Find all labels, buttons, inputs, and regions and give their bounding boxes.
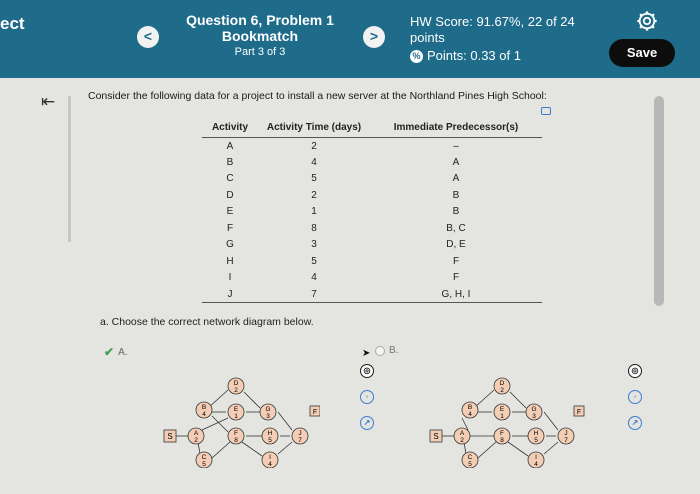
top-bar (0, 0, 700, 78)
node-i-label: I (269, 454, 271, 461)
node-c-time: 5 (202, 461, 206, 468)
zoom-icon[interactable]: ◎ (628, 364, 642, 378)
table-row (202, 187, 542, 204)
finish-label: F (576, 409, 582, 416)
node-j-label: J (298, 430, 302, 437)
table-row (202, 270, 542, 287)
table-row (202, 286, 542, 303)
cell-time: 5 (311, 173, 317, 185)
table-row (202, 253, 542, 270)
cell-activity: B (226, 156, 234, 168)
cell-activity: F (226, 222, 234, 234)
cell-activity: C (226, 173, 234, 185)
magnify-icon[interactable]: ◦ (360, 390, 374, 404)
node-g-label: G (265, 406, 271, 413)
node-c-time: 5 (468, 461, 472, 468)
cell-activity: J (202, 286, 258, 303)
network-diagram-b[interactable] (426, 372, 586, 468)
node-f-time: 8 (500, 437, 504, 444)
node-g-time: 3 (532, 413, 536, 420)
node-d-time: 2 (500, 387, 504, 394)
option-a[interactable] (104, 345, 128, 359)
save-button[interactable]: Save (609, 39, 675, 67)
hw-score-line1: HW Score: 91.67%, 22 of 24 (410, 14, 575, 29)
project-data-table (202, 120, 542, 303)
cell-predecessor: B (452, 189, 460, 201)
left-accent-bar (68, 96, 71, 242)
cell-activity: G (226, 239, 234, 251)
node-i-label: I (535, 454, 537, 461)
collapse-sidebar-icon[interactable]: ⇤ (41, 92, 56, 111)
option-b-label: B. (389, 345, 399, 356)
node-h-label: H (533, 430, 539, 437)
header-activity: Activity (202, 120, 258, 138)
node-f-label: F (234, 430, 238, 437)
option-b[interactable] (375, 345, 398, 356)
node-c-label: C (201, 454, 207, 461)
score-block (410, 14, 575, 64)
node-h-label: H (267, 430, 273, 437)
node-a-label: A (459, 430, 465, 437)
cell-predecessor: A (452, 173, 460, 185)
vertical-scrollbar[interactable] (654, 96, 664, 306)
node-f-time: 8 (234, 437, 238, 444)
cell-predecessor: A (452, 156, 460, 168)
node-h-time: 5 (268, 437, 272, 444)
option-b-radio[interactable] (375, 346, 385, 356)
cell-time: 4 (311, 156, 317, 168)
cell-predecessor: – (453, 140, 459, 152)
cell-time: 1 (311, 206, 317, 218)
cell-predecessor: F (452, 272, 460, 284)
partial-credit-icon: % (410, 50, 423, 63)
cell-activity: E (226, 206, 234, 218)
question-title: Question 6, Problem 1 (186, 12, 334, 28)
node-d-label: D (233, 380, 239, 387)
cell-predecessor: G, H, I (370, 286, 542, 303)
node-f-label: F (500, 430, 504, 437)
node-j-time: 7 (298, 437, 302, 444)
node-e-time: 1 (500, 413, 504, 420)
table-row (202, 204, 542, 221)
cell-predecessor: F (452, 255, 460, 267)
node-e-label: E (499, 406, 505, 413)
previous-question-button[interactable]: < (137, 26, 159, 48)
settings-gear-icon[interactable] (636, 10, 658, 32)
node-i-time: 4 (534, 461, 538, 468)
cell-predecessor: D, E (446, 239, 466, 251)
table-row (202, 171, 542, 188)
node-e-time: 1 (234, 413, 238, 420)
option-b-tools (628, 364, 644, 442)
node-b-label: B (467, 404, 473, 411)
cell-time: 2 (311, 189, 317, 201)
hw-score-line2: points (410, 30, 445, 45)
node-b-label: B (201, 404, 207, 411)
cell-time: 5 (311, 255, 317, 267)
zoom-icon[interactable]: ◎ (360, 364, 374, 378)
copy-data-icon[interactable] (541, 107, 551, 115)
node-d-label: D (499, 380, 505, 387)
node-g-time: 3 (266, 413, 270, 420)
question-subtitle: Bookmatch (221, 28, 299, 44)
table-row (202, 220, 542, 237)
node-j-time: 7 (564, 437, 568, 444)
table-row (202, 154, 542, 171)
cell-activity: A (226, 140, 234, 152)
cell-activity: H (226, 255, 234, 267)
option-a-tools (360, 364, 376, 442)
cell-activity: D (226, 189, 234, 201)
expand-icon[interactable]: ↗ (360, 416, 374, 430)
node-a-time: 2 (460, 437, 464, 444)
node-b-time: 4 (202, 411, 206, 418)
cell-time: 4 (311, 272, 317, 284)
cell-time: 8 (311, 222, 317, 234)
cell-time: 7 (258, 286, 370, 303)
node-a-time: 2 (194, 437, 198, 444)
node-j-label: J (564, 430, 568, 437)
start-label: S (167, 432, 173, 441)
header-activity-time: Activity Time (days) (258, 120, 370, 138)
node-g-label: G (531, 406, 537, 413)
start-label: S (433, 432, 439, 441)
cell-activity: I (228, 272, 232, 284)
selected-check-icon: ✔ (104, 345, 115, 359)
option-a-label: A. (118, 346, 128, 358)
table-row (202, 237, 542, 254)
magnify-icon[interactable]: ◦ (628, 390, 642, 404)
cell-predecessor: B (452, 206, 460, 218)
question-title-block (180, 12, 340, 58)
expand-icon[interactable]: ↗ (628, 416, 642, 430)
next-question-button[interactable]: > (363, 26, 385, 48)
finish-label: F (312, 409, 318, 416)
node-d-time: 2 (234, 387, 238, 394)
points-row (410, 48, 575, 64)
cell-time: 3 (311, 239, 317, 251)
node-e-label: E (233, 406, 239, 413)
node-c-label: C (467, 454, 473, 461)
node-i-time: 4 (268, 461, 272, 468)
table-row (202, 138, 542, 155)
cell-time: 2 (311, 140, 317, 152)
node-h-time: 5 (534, 437, 538, 444)
part-indicator: Part 3 of 3 (234, 46, 286, 58)
mouse-cursor-icon: ➤ (362, 348, 371, 359)
cell-predecessor: B, C (446, 222, 466, 234)
points-text: Points: 0.33 of 1 (427, 48, 521, 63)
node-b-time: 4 (468, 411, 472, 418)
network-diagram-a[interactable] (160, 372, 320, 468)
node-a-label: A (193, 430, 199, 437)
part-a-prompt: a. Choose the correct network diagram below. (100, 316, 314, 328)
question-text: Consider the following data for a project to install a new server at the Northland Pines High School: (88, 90, 547, 102)
header-predecessors: Immediate Predecessor(s) (370, 120, 542, 138)
course-title-fragment: ect (0, 14, 25, 33)
